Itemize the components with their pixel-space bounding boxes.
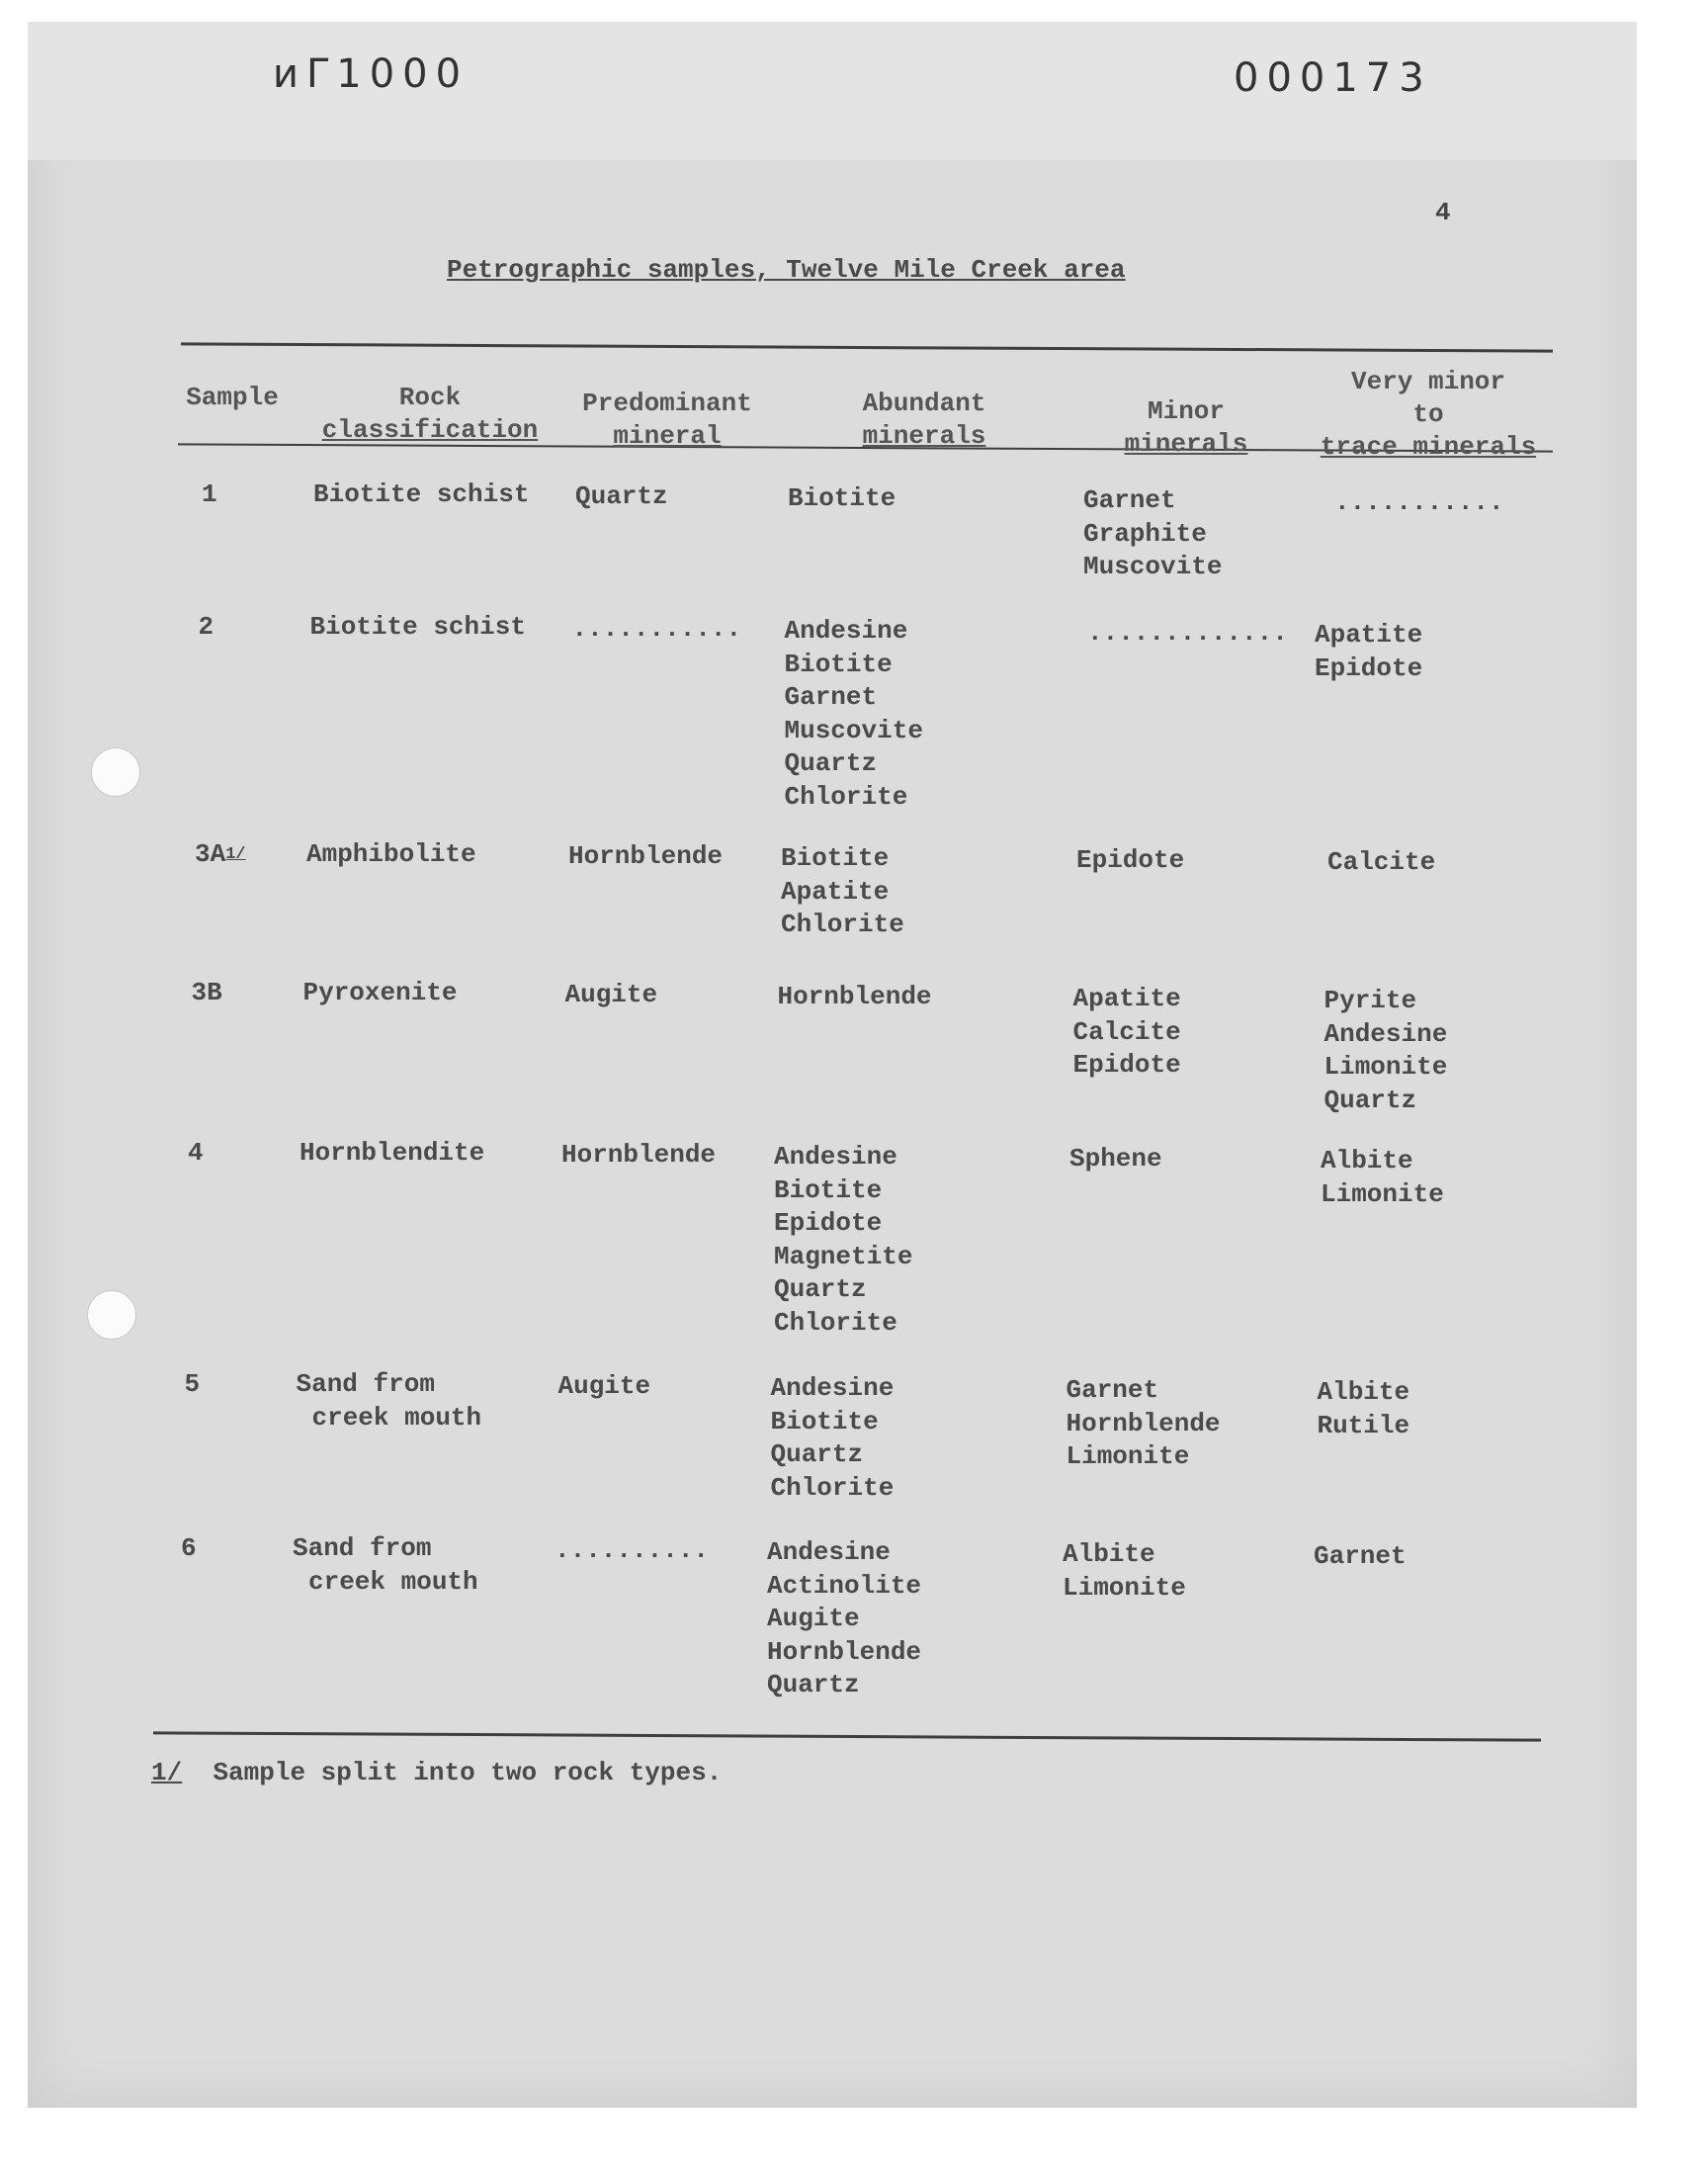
column-header: [563, 388, 771, 453]
punch-hole: [87, 1290, 136, 1340]
column-header-line: Abundant: [862, 389, 986, 418]
minor-minerals-cell: [1063, 1538, 1186, 1605]
cell-line: Garnet: [784, 682, 878, 712]
minor-minerals-cell: [1067, 1374, 1221, 1474]
rock-classification-cell: [313, 478, 529, 512]
cell-line: Magnetite: [774, 1241, 913, 1271]
cell-line: Andesine: [767, 1537, 891, 1567]
trace-minerals-cell: [1314, 1540, 1407, 1574]
cell-line: Apatite: [1072, 984, 1181, 1013]
cell-line: Albite: [1317, 1377, 1410, 1407]
table-title: Petrographic samples, Twelve Mile Creek area: [447, 255, 1126, 285]
cell-line: Hornblendite: [299, 1138, 485, 1168]
cell-line: Epidote: [1315, 652, 1423, 683]
cell-line: Sand from: [293, 1533, 432, 1563]
cell-line: Biotite schist: [313, 479, 530, 509]
predominant-mineral-cell: [575, 480, 668, 514]
cell-line: Apatite: [1315, 620, 1423, 650]
sample-cell: [192, 977, 222, 1010]
sample-id: 2: [198, 612, 214, 642]
cell-line: Augite: [557, 1371, 651, 1401]
cell-line: Chlorite: [784, 781, 908, 812]
cell-line: Garnet: [1083, 485, 1176, 515]
cell-line: ...........: [1334, 487, 1504, 517]
minor-minerals-cell: [1069, 1143, 1162, 1176]
cell-line: Muscovite: [1083, 552, 1223, 581]
cell-line: Biotite: [788, 483, 897, 513]
cell-line: Hornblende: [561, 1140, 717, 1170]
abundant-minerals-cell: [774, 1141, 912, 1340]
abundant-minerals-cell: [778, 981, 932, 1014]
cell-line: Chlorite: [781, 910, 904, 939]
sample-id: 6: [181, 1533, 197, 1563]
sample-id: 3B: [191, 978, 222, 1007]
cell-line: Sand from: [296, 1369, 435, 1399]
cell-line: Calcite: [1327, 847, 1436, 877]
column-header: [1305, 366, 1552, 464]
cell-line: Limonite: [1066, 1441, 1190, 1471]
cell-line: Hornblende: [1066, 1408, 1221, 1438]
cell-line: Pyrite: [1324, 986, 1417, 1015]
sample-cell: [195, 838, 246, 872]
footnote-marker: 1/: [151, 1758, 183, 1787]
rock-classification-cell: [303, 977, 458, 1010]
cell-line: Amphibolite: [306, 839, 476, 869]
minor-minerals-cell: [1076, 844, 1184, 878]
column-header-line: to: [1412, 399, 1444, 429]
abundant-minerals-cell: [771, 1372, 895, 1505]
cell-line: Limonite: [1321, 1178, 1444, 1209]
column-header-line: Minor: [1147, 396, 1225, 426]
trace-minerals-cell: [1318, 1376, 1410, 1442]
cell-line: Andesine: [784, 616, 908, 646]
cell-line: Chlorite: [774, 1307, 897, 1338]
cell-line: ...........: [571, 614, 742, 644]
column-header: [781, 388, 1068, 453]
trace-minerals-cell: [1315, 619, 1422, 685]
cell-line: Quartz: [784, 748, 878, 778]
rock-classification-cell: [310, 611, 526, 645]
cell-line: ..........: [555, 1535, 710, 1565]
column-header: [297, 382, 563, 447]
cell-line: Limonite: [1324, 1052, 1448, 1082]
footnote: [151, 1758, 722, 1787]
sample-id: 4: [188, 1138, 204, 1168]
cell-line: Biotite: [781, 843, 890, 873]
punch-hole: [91, 747, 140, 797]
trace-minerals-cell: [1334, 486, 1504, 520]
minor-minerals-cell: [1083, 484, 1222, 584]
column-header-line: classification: [321, 415, 539, 445]
page-number: 4: [1435, 198, 1451, 227]
abundant-minerals-cell: [785, 615, 923, 814]
cell-line: Quartz: [575, 481, 668, 511]
stamp-right: 000173: [1234, 55, 1432, 101]
cell-line: Hornblende: [777, 982, 932, 1011]
cell-line: Epidote: [1076, 845, 1185, 875]
cell-line: Sphene: [1069, 1144, 1162, 1174]
cell-line: Biotite: [770, 1406, 879, 1436]
cell-line: Calcite: [1072, 1016, 1181, 1047]
footnote-text: Sample split into two rock types.: [213, 1758, 723, 1787]
cell-line: Hornblende: [568, 841, 724, 871]
cell-line: Actinolite: [767, 1570, 922, 1601]
cell-line: Epidote: [774, 1208, 883, 1238]
cell-line: Quartz: [1324, 1085, 1417, 1115]
cell-line: Muscovite: [784, 715, 923, 745]
cell-line: Andesine: [774, 1142, 897, 1172]
column-header-line: mineral: [613, 421, 722, 451]
predominant-mineral-cell: [572, 613, 742, 647]
cell-line: Epidote: [1072, 1050, 1181, 1080]
sample-cell: [188, 1137, 204, 1171]
sample-cell: [181, 1532, 197, 1566]
cell-line: Pyroxenite: [302, 978, 458, 1007]
rock-classification-cell: [306, 838, 476, 872]
cell-line: Biotite: [774, 1174, 883, 1205]
rock-classification-cell: [297, 1368, 482, 1435]
rock-classification-cell: [299, 1137, 484, 1171]
cell-line: Andesine: [1324, 1018, 1448, 1049]
column-header-line: minerals: [1124, 429, 1248, 459]
cell-line: Limonite: [1063, 1572, 1186, 1603]
cell-line: Albite: [1063, 1539, 1155, 1569]
column-header-line: Very minor: [1350, 367, 1506, 396]
cell-line: Augite: [564, 980, 658, 1009]
cell-line: Chlorite: [770, 1472, 895, 1503]
trace-minerals-cell: [1327, 846, 1435, 880]
column-header: [1048, 395, 1324, 461]
sample-id: 3A: [195, 839, 226, 869]
cell-line: Andesine: [770, 1373, 895, 1403]
predominant-mineral-cell: [561, 1139, 716, 1173]
predominant-mineral-cell: [568, 840, 723, 874]
column-header: [178, 382, 287, 414]
cell-line: Garnet: [1314, 1541, 1407, 1571]
footnote-reference: 1/: [225, 845, 246, 864]
sample-id: 5: [184, 1369, 201, 1399]
cell-line: Apatite: [781, 876, 890, 907]
column-header-line: trace minerals: [1320, 432, 1537, 462]
trace-minerals-cell: [1324, 985, 1448, 1117]
cell-line: Quartz: [767, 1670, 860, 1699]
column-header-line: Sample: [186, 383, 279, 412]
trace-minerals-cell: [1321, 1145, 1444, 1211]
predominant-mineral-cell: [555, 1534, 709, 1568]
cell-line: Albite: [1321, 1146, 1413, 1175]
column-header-line: Predominant: [582, 389, 752, 418]
cell-line: Garnet: [1066, 1375, 1159, 1405]
cell-line: Rutile: [1317, 1410, 1410, 1440]
predominant-mineral-cell: [558, 1370, 651, 1404]
cell-line: Biotite schist: [309, 612, 526, 642]
column-header-line: minerals: [862, 421, 986, 451]
cell-line: Graphite: [1083, 518, 1207, 549]
abundant-minerals-cell: [788, 482, 896, 516]
sample-cell: [202, 478, 217, 512]
cell-line: Quartz: [774, 1274, 867, 1304]
sample-id: 1: [202, 479, 217, 509]
rock-classification-cell: [293, 1532, 478, 1599]
abundant-minerals-cell: [767, 1536, 921, 1702]
predominant-mineral-cell: [565, 979, 658, 1012]
cell-line: .............: [1087, 618, 1288, 648]
stamp-left: ᴎΓ1000: [273, 51, 470, 97]
sample-cell: [185, 1368, 201, 1402]
abundant-minerals-cell: [781, 842, 904, 942]
column-header-line: Rock: [398, 383, 462, 412]
sample-cell: [199, 611, 214, 645]
cell-line: Biotite: [784, 649, 893, 679]
minor-minerals-cell: [1073, 983, 1181, 1083]
minor-minerals-cell: [1087, 617, 1288, 651]
cell-line: Augite: [767, 1604, 860, 1633]
cell-line: creek mouth: [308, 1566, 478, 1597]
cell-line: creek mouth: [311, 1402, 482, 1433]
cell-line: Hornblende: [767, 1636, 922, 1667]
cell-line: Quartz: [770, 1439, 864, 1469]
